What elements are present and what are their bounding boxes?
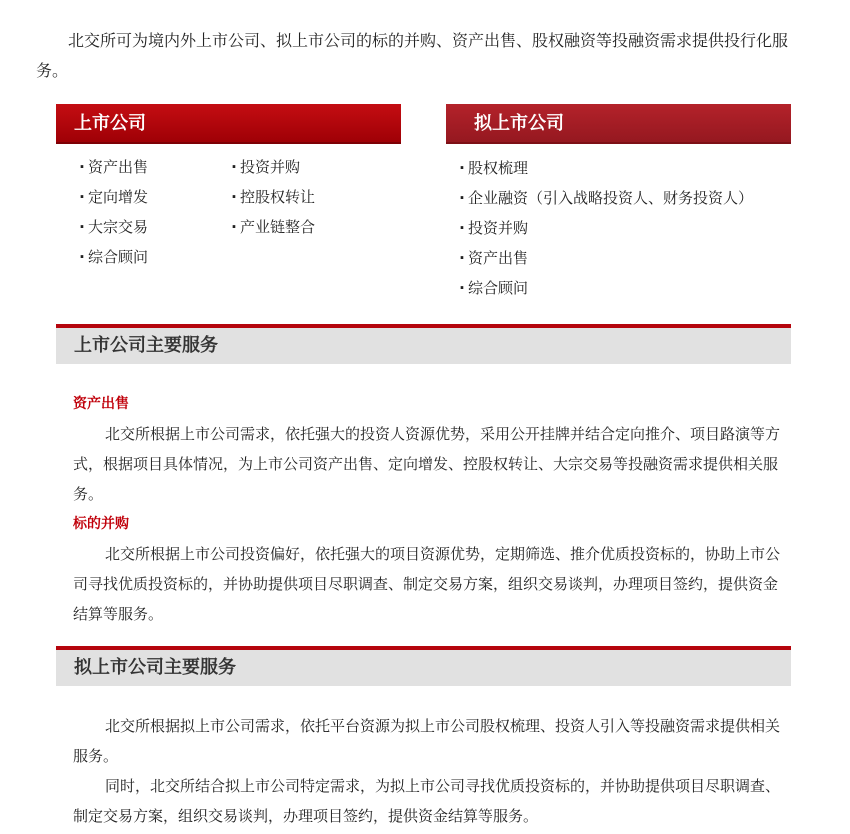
prelisted-company-header: 拟上市公司: [446, 104, 791, 144]
listed-services-list-col1: [76, 152, 148, 272]
prelisted-services-text-1: 北交所根据拟上市公司需求，依托平台资源为拟上市公司股权梳理、投资人引入等投融资需求提供相关服务。: [73, 717, 781, 765]
prelisted-main-services-title: 拟上市公司主要服务: [56, 646, 791, 686]
list-item: · 资产出售: [76, 152, 148, 182]
listed-company-header: 上市公司: [56, 104, 401, 144]
prelisted-services-text-2: 同时，北交所结合拟上市公司特定需求，为拟上市公司寻找优质投资标的，并协助提供项目尽职调查、制定交易方案，组织交易谈判，办理项目签约，提供资金结算等服务。: [73, 777, 781, 825]
listed-main-services-title: 上市公司主要服务: [56, 324, 791, 364]
asset-sale-text: 北交所根据上市公司需求，依托强大的投资人资源优势，采用公开挂牌并结合定向推介、项目路演等方式，根据项目具体情况，为上市公司资产出售、定向增发、控股权转让、大宗交易等投融资需求提供相关服务。: [73, 425, 781, 503]
list-item: · 企业融资（引入战略投资人、财务投资人）: [456, 183, 753, 213]
list-item: · 投资并购: [456, 213, 753, 243]
list-item: · 综合顾问: [76, 242, 148, 272]
prelisted-services-list: [456, 153, 753, 303]
listed-services-list-col2: [228, 152, 315, 242]
asset-sale-title: 资产出售: [73, 396, 129, 412]
list-item: · 综合顾问: [456, 273, 753, 303]
list-item: · 投资并购: [228, 152, 315, 182]
ma-title: 标的并购: [73, 516, 129, 532]
list-item: · 大宗交易: [76, 212, 148, 242]
list-item: · 股权梳理: [456, 153, 753, 183]
list-item: · 资产出售: [456, 243, 753, 273]
list-item: · 定向增发: [76, 182, 148, 212]
intro-text: 北交所可为境内外上市公司、拟上市公司的标的并购、资产出售、股权融资等投融资需求提供投行化服务。: [36, 31, 789, 80]
list-item: · 控股权转让: [228, 182, 315, 212]
list-item: · 产业链整合: [228, 212, 315, 242]
ma-text: 北交所根据上市公司投资偏好，依托强大的项目资源优势，定期筛选、推介优质投资标的，协助上市公司寻找优质投资标的，并协助提供项目尽职调查、制定交易方案，组织交易谈判，办理项目签约，提供资金结算等服务。: [73, 545, 781, 623]
